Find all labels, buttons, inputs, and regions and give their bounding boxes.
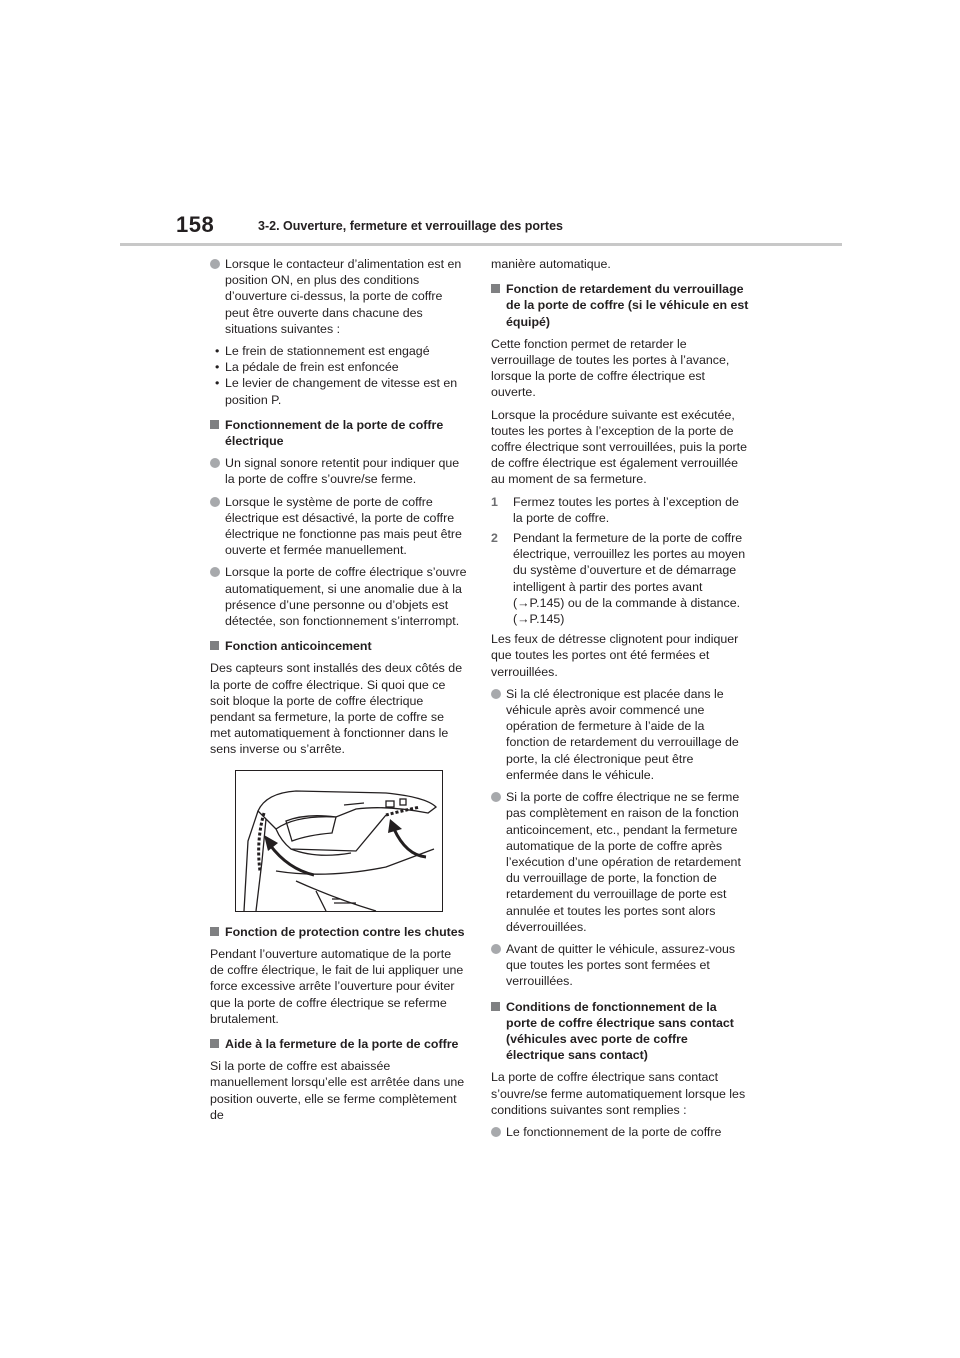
section-heading: Fonction anticoincement — [210, 638, 468, 654]
tailgate-illustration — [235, 770, 443, 912]
header-divider — [120, 243, 842, 246]
bullet-icon — [491, 944, 501, 954]
section-heading: Aide à la fermeture de la porte de coffre — [210, 1036, 468, 1052]
paragraph: Si la porte de coffre est abaissée manuellement lorsqu’elle est arrêtée dans une position ouverte, elle se ferme complètement de — [210, 1059, 465, 1122]
square-marker-icon — [210, 927, 219, 936]
sub-list-item: • Le frein de stationnement est engagé — [215, 344, 430, 359]
list-item: Avant de quitter le véhicule, assurez-vous que toutes les portes sont fermées et verrouillées. — [491, 941, 749, 990]
square-marker-icon — [210, 420, 219, 429]
bullet-icon — [491, 792, 501, 802]
page-number: 158 — [176, 212, 215, 237]
square-marker-icon — [210, 641, 219, 650]
step-item: 1 Fermez toutes les portes à l’exception de la porte de coffre. — [491, 494, 739, 525]
square-marker-icon — [210, 1039, 219, 1048]
paragraph: La porte de coffre électrique sans contact s’ouvre/se ferme automatiquement lorsque les conditions suivantes sont remplies : — [491, 1070, 746, 1117]
tailgate-sensor-icon — [236, 771, 442, 911]
paragraph: Cette fonction permet de retarder le verrouillage de toutes les portes à l’avance, lorsque la porte de coffre électrique est ouverte. — [491, 336, 730, 400]
list-item: Lorsque le contacteur d’alimentation est en position ON, en plus des conditions d’ouverture ci-dessus, la porte de coffre peut être ouverte dans chacune des situations suivantes : — [210, 256, 468, 337]
bullet-icon — [491, 1127, 501, 1137]
bullet-icon — [210, 567, 220, 577]
paragraph: Pendant l’ouverture automatique de la porte de coffre électrique, le fait de lui appliquer une force excessive arrête l’ouverture pour éviter que la porte de coffre électrique se referme brutalement. — [210, 946, 464, 1026]
right-column — [491, 256, 749, 1146]
paragraph: manière automatique. — [491, 257, 611, 271]
section-title: 3-2. Ouverture, fermeture et verrouillage des portes — [258, 219, 563, 233]
list-item: Lorsque le système de porte de coffre électrique est désactivé, la porte de coffre électrique ne fonctionne pas mais peut être ouverte et fermée manuellement. — [210, 494, 468, 559]
list-item: Si la porte de coffre électrique ne se ferme pas complètement en raison de la fonction anticoincement, etc., pendant la fermeture automatique de la porte de coffre après l’exécution d’une opération de retardement du verrouillage de porte, la fonction de retardement du verrouillage de porte est annulée et toutes les portes sont alors déverrouillées. — [491, 789, 749, 935]
section-heading: Conditions de fonctionnement de la porte de coffre électrique sans contact (véhicules avec porte de coffre électrique sans contact) — [491, 999, 749, 1064]
paragraph: Des capteurs sont installés des deux côtés de la porte de coffre électrique. Si quoi que ce soit bloque la porte de coffre électrique pendant sa fermeture, la porte de coffre se met automatiquement à fonctionner dans le sens inverse ou s’arrête. — [210, 661, 463, 757]
list-item: Un signal sonore retentit pour indiquer que la porte de coffre s’ouvre/se ferme. — [210, 455, 468, 487]
sub-list — [210, 343, 468, 408]
bullet-icon — [491, 689, 501, 699]
sub-list-item: • La pédale de frein est enfoncée — [215, 360, 399, 375]
bullet-icon — [210, 259, 220, 269]
step-number: 1 — [491, 494, 498, 509]
step-item: 2 Pendant la fermeture de la porte de coffre électrique, verrouillez les portes au moyen du système d’ouverture et de démarrage intelligent à partir des portes avant (→P.145) ou de la commande à distance. (→P.145) — [491, 531, 746, 627]
square-marker-icon — [491, 1002, 500, 1011]
sub-list-item: • Le levier de changement de vitesse est en position P. — [215, 376, 458, 407]
left-column — [210, 256, 468, 1129]
section-heading: Fonctionnement de la porte de coffre électrique — [210, 417, 468, 449]
paragraph: Les feux de détresse clignotent pour indiquer que toutes les portes ont été fermées et verrouillées. — [491, 632, 739, 679]
list-item: Si la clé électronique est placée dans le véhicule après avoir commencé une opération de fermeture à l’aide de la fonction de retardement du verrouillage de porte, la clé électronique peut être enfermée dans le véhicule. — [491, 686, 749, 783]
bullet-icon — [210, 497, 220, 507]
section-heading: Fonction de retardement du verrouillage de la porte de coffre (si le véhicule en est équipé) — [491, 281, 749, 330]
bullet-icon — [210, 458, 220, 468]
list-item: Le fonctionnement de la porte de coffre — [491, 1124, 749, 1140]
square-marker-icon — [491, 284, 500, 293]
list-item: Lorsque la porte de coffre électrique s’ouvre automatiquement, si une anomalie due à la présence d’une personne ou d’objets est détectée, son fonctionnement s’interrompt. — [210, 564, 468, 629]
step-number: 2 — [491, 531, 498, 546]
section-heading: Fonction de protection contre les chutes — [210, 924, 468, 940]
paragraph: Lorsque la procédure suivante est exécutée, toutes les portes à l’exception de la porte de coffre électrique sont verrouillées, puis la porte de coffre électrique est également verrouillée au moment de sa fermeture. — [491, 407, 747, 487]
